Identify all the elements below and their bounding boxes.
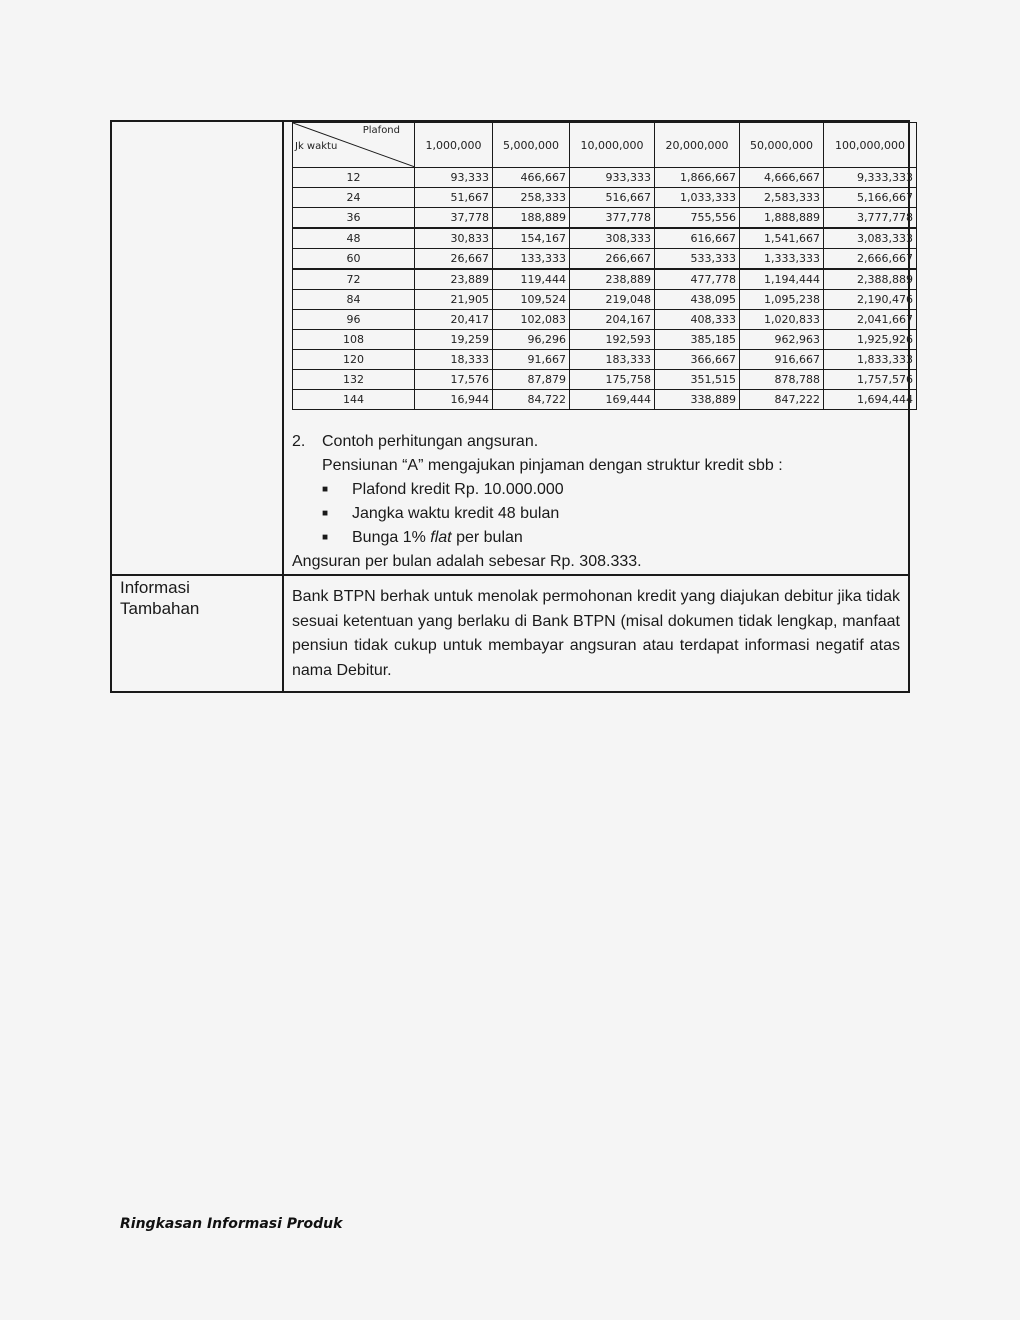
example-intro: Pensiunan “A” mengajukan pinjaman dengan struktur kredit sbb : bbox=[322, 457, 783, 474]
table-row bbox=[293, 390, 917, 410]
amount-cell: 962,963 bbox=[740, 330, 824, 350]
info-text: Bank BTPN berhak untuk menolak permohonan kredit yang diajukan debitur jika tidak sesuai ketentuan yang berlaku di Bank BTPN (misal dokumen tidak lengkap, manfaat pensiun tidak cukup untuk membayar angsuran atau terdapat informasi negatif atas nama Debitur. bbox=[292, 588, 900, 679]
amount-cell: 408,333 bbox=[655, 310, 740, 330]
bullet-square-icon: ■ bbox=[322, 532, 329, 543]
amount-cell: 204,167 bbox=[570, 310, 655, 330]
amount-cell: 188,889 bbox=[493, 208, 570, 229]
table-row bbox=[293, 208, 917, 229]
amount-cell: 616,667 bbox=[655, 228, 740, 249]
amount-cell: 933,333 bbox=[570, 168, 655, 188]
table-row bbox=[293, 188, 917, 208]
amount-cell: 175,758 bbox=[570, 370, 655, 390]
amount-cell: 192,593 bbox=[570, 330, 655, 350]
bullet-item bbox=[292, 502, 900, 526]
amount-cell: 847,222 bbox=[740, 390, 824, 410]
amount-cell: 183,333 bbox=[570, 350, 655, 370]
amount-cell: 878,788 bbox=[740, 370, 824, 390]
table-row bbox=[293, 330, 917, 350]
table-row bbox=[293, 269, 917, 290]
term-cell: 144 bbox=[293, 390, 415, 410]
term-cell: 96 bbox=[293, 310, 415, 330]
installment-header-row bbox=[293, 123, 917, 168]
amount-cell: 5,166,667 bbox=[824, 188, 917, 208]
amount-cell: 1,866,667 bbox=[655, 168, 740, 188]
amount-cell: 466,667 bbox=[493, 168, 570, 188]
bullet-item bbox=[292, 526, 900, 550]
amount-cell: 4,666,667 bbox=[740, 168, 824, 188]
amount-cell: 2,666,667 bbox=[824, 249, 917, 270]
info-content-cell bbox=[283, 575, 909, 692]
amount-cell: 109,524 bbox=[493, 290, 570, 310]
amount-cell: 119,444 bbox=[493, 269, 570, 290]
term-cell: 48 bbox=[293, 228, 415, 249]
installment-row bbox=[111, 121, 909, 575]
column-header: 1,000,000 bbox=[415, 123, 493, 168]
example-section bbox=[292, 430, 900, 574]
amount-cell: 3,083,333 bbox=[824, 228, 917, 249]
amount-cell: 93,333 bbox=[415, 168, 493, 188]
example-heading-text: Contoh perhitungan angsuran. bbox=[322, 433, 539, 450]
amount-cell: 533,333 bbox=[655, 249, 740, 270]
term-cell: 84 bbox=[293, 290, 415, 310]
product-info-table bbox=[110, 120, 913, 693]
amount-cell: 516,667 bbox=[570, 188, 655, 208]
amount-cell: 26,667 bbox=[415, 249, 493, 270]
bullet-square-icon: ■ bbox=[322, 508, 329, 519]
info-label-line2: Tambahan bbox=[120, 599, 200, 618]
amount-cell: 1,541,667 bbox=[740, 228, 824, 249]
amount-cell: 21,905 bbox=[415, 290, 493, 310]
amount-cell: 18,333 bbox=[415, 350, 493, 370]
footer-title: Ringkasan Informasi Produk bbox=[120, 1216, 343, 1232]
amount-cell: 23,889 bbox=[415, 269, 493, 290]
amount-cell: 16,944 bbox=[415, 390, 493, 410]
amount-cell: 20,417 bbox=[415, 310, 493, 330]
amount-cell: 266,667 bbox=[570, 249, 655, 270]
amount-cell: 477,778 bbox=[655, 269, 740, 290]
amount-cell: 2,388,889 bbox=[824, 269, 917, 290]
amount-cell: 1,694,444 bbox=[824, 390, 917, 410]
term-cell: 120 bbox=[293, 350, 415, 370]
amount-cell: 1,757,576 bbox=[824, 370, 917, 390]
column-header: 5,000,000 bbox=[493, 123, 570, 168]
amount-cell: 438,095 bbox=[655, 290, 740, 310]
table-row bbox=[293, 370, 917, 390]
amount-cell: 1,833,333 bbox=[824, 350, 917, 370]
table-row bbox=[293, 168, 917, 188]
bullet-square-icon: ■ bbox=[322, 484, 329, 495]
amount-cell: 9,333,333 bbox=[824, 168, 917, 188]
column-header: 10,000,000 bbox=[570, 123, 655, 168]
amount-cell: 169,444 bbox=[570, 390, 655, 410]
amount-cell: 17,576 bbox=[415, 370, 493, 390]
amount-cell: 377,778 bbox=[570, 208, 655, 229]
bullet-text: Plafond kredit Rp. 10.000.000 bbox=[352, 481, 564, 498]
amount-cell: 87,879 bbox=[493, 370, 570, 390]
amount-cell: 219,048 bbox=[570, 290, 655, 310]
bullet-text: Jangka waktu kredit 48 bulan bbox=[352, 505, 560, 522]
amount-cell: 133,333 bbox=[493, 249, 570, 270]
corner-header-cell bbox=[293, 123, 415, 168]
term-cell: 60 bbox=[293, 249, 415, 270]
amount-cell: 1,333,333 bbox=[740, 249, 824, 270]
amount-cell: 385,185 bbox=[655, 330, 740, 350]
amount-cell: 30,833 bbox=[415, 228, 493, 249]
interest-prefix: Bunga 1% bbox=[352, 529, 431, 546]
amount-cell: 91,667 bbox=[493, 350, 570, 370]
column-header: 100,000,000 bbox=[824, 123, 917, 168]
amount-cell: 2,583,333 bbox=[740, 188, 824, 208]
example-result: Angsuran per bulan adalah sebesar Rp. 308.333. bbox=[292, 553, 642, 570]
interest-suffix: per bulan bbox=[451, 529, 523, 546]
column-header: 50,000,000 bbox=[740, 123, 824, 168]
amount-cell: 351,515 bbox=[655, 370, 740, 390]
table-row bbox=[293, 290, 917, 310]
info-label-line1: Informasi bbox=[120, 578, 190, 597]
amount-cell: 37,778 bbox=[415, 208, 493, 229]
amount-cell: 3,777,778 bbox=[824, 208, 917, 229]
amount-cell: 96,296 bbox=[493, 330, 570, 350]
amount-cell: 258,333 bbox=[493, 188, 570, 208]
amount-cell: 51,667 bbox=[415, 188, 493, 208]
amount-cell: 755,556 bbox=[655, 208, 740, 229]
term-label: Jk waktu bbox=[295, 141, 338, 152]
bullet-text bbox=[352, 526, 523, 550]
bullet-item bbox=[292, 478, 900, 502]
example-heading bbox=[292, 430, 900, 454]
amount-cell: 1,925,926 bbox=[824, 330, 917, 350]
amount-cell: 1,194,444 bbox=[740, 269, 824, 290]
column-header: 20,000,000 bbox=[655, 123, 740, 168]
term-cell: 36 bbox=[293, 208, 415, 229]
amount-cell: 1,095,238 bbox=[740, 290, 824, 310]
amount-cell: 338,889 bbox=[655, 390, 740, 410]
table-row bbox=[293, 228, 917, 249]
installment-content-cell bbox=[283, 121, 913, 575]
example-number: 2. bbox=[292, 433, 306, 450]
amount-cell: 1,020,833 bbox=[740, 310, 824, 330]
amount-cell: 238,889 bbox=[570, 269, 655, 290]
interest-flat-italic: flat bbox=[430, 529, 452, 546]
plafond-label: Plafond bbox=[362, 125, 400, 136]
amount-cell: 308,333 bbox=[570, 228, 655, 249]
amount-cell: 1,033,333 bbox=[655, 188, 740, 208]
amount-cell: 916,667 bbox=[740, 350, 824, 370]
installment-table bbox=[292, 122, 917, 410]
amount-cell: 2,041,667 bbox=[824, 310, 917, 330]
amount-cell: 1,888,889 bbox=[740, 208, 824, 229]
info-label-cell bbox=[111, 575, 283, 692]
amount-cell: 102,083 bbox=[493, 310, 570, 330]
term-cell: 12 bbox=[293, 168, 415, 188]
table-row bbox=[293, 249, 917, 270]
amount-cell: 154,167 bbox=[493, 228, 570, 249]
table-row bbox=[293, 350, 917, 370]
amount-cell: 19,259 bbox=[415, 330, 493, 350]
installment-label-cell bbox=[111, 121, 283, 575]
amount-cell: 84,722 bbox=[493, 390, 570, 410]
amount-cell: 2,190,476 bbox=[824, 290, 917, 310]
term-cell: 72 bbox=[293, 269, 415, 290]
term-cell: 24 bbox=[293, 188, 415, 208]
amount-cell: 366,667 bbox=[655, 350, 740, 370]
info-row bbox=[111, 575, 909, 692]
term-cell: 132 bbox=[293, 370, 415, 390]
table-row bbox=[293, 310, 917, 330]
term-cell: 108 bbox=[293, 330, 415, 350]
